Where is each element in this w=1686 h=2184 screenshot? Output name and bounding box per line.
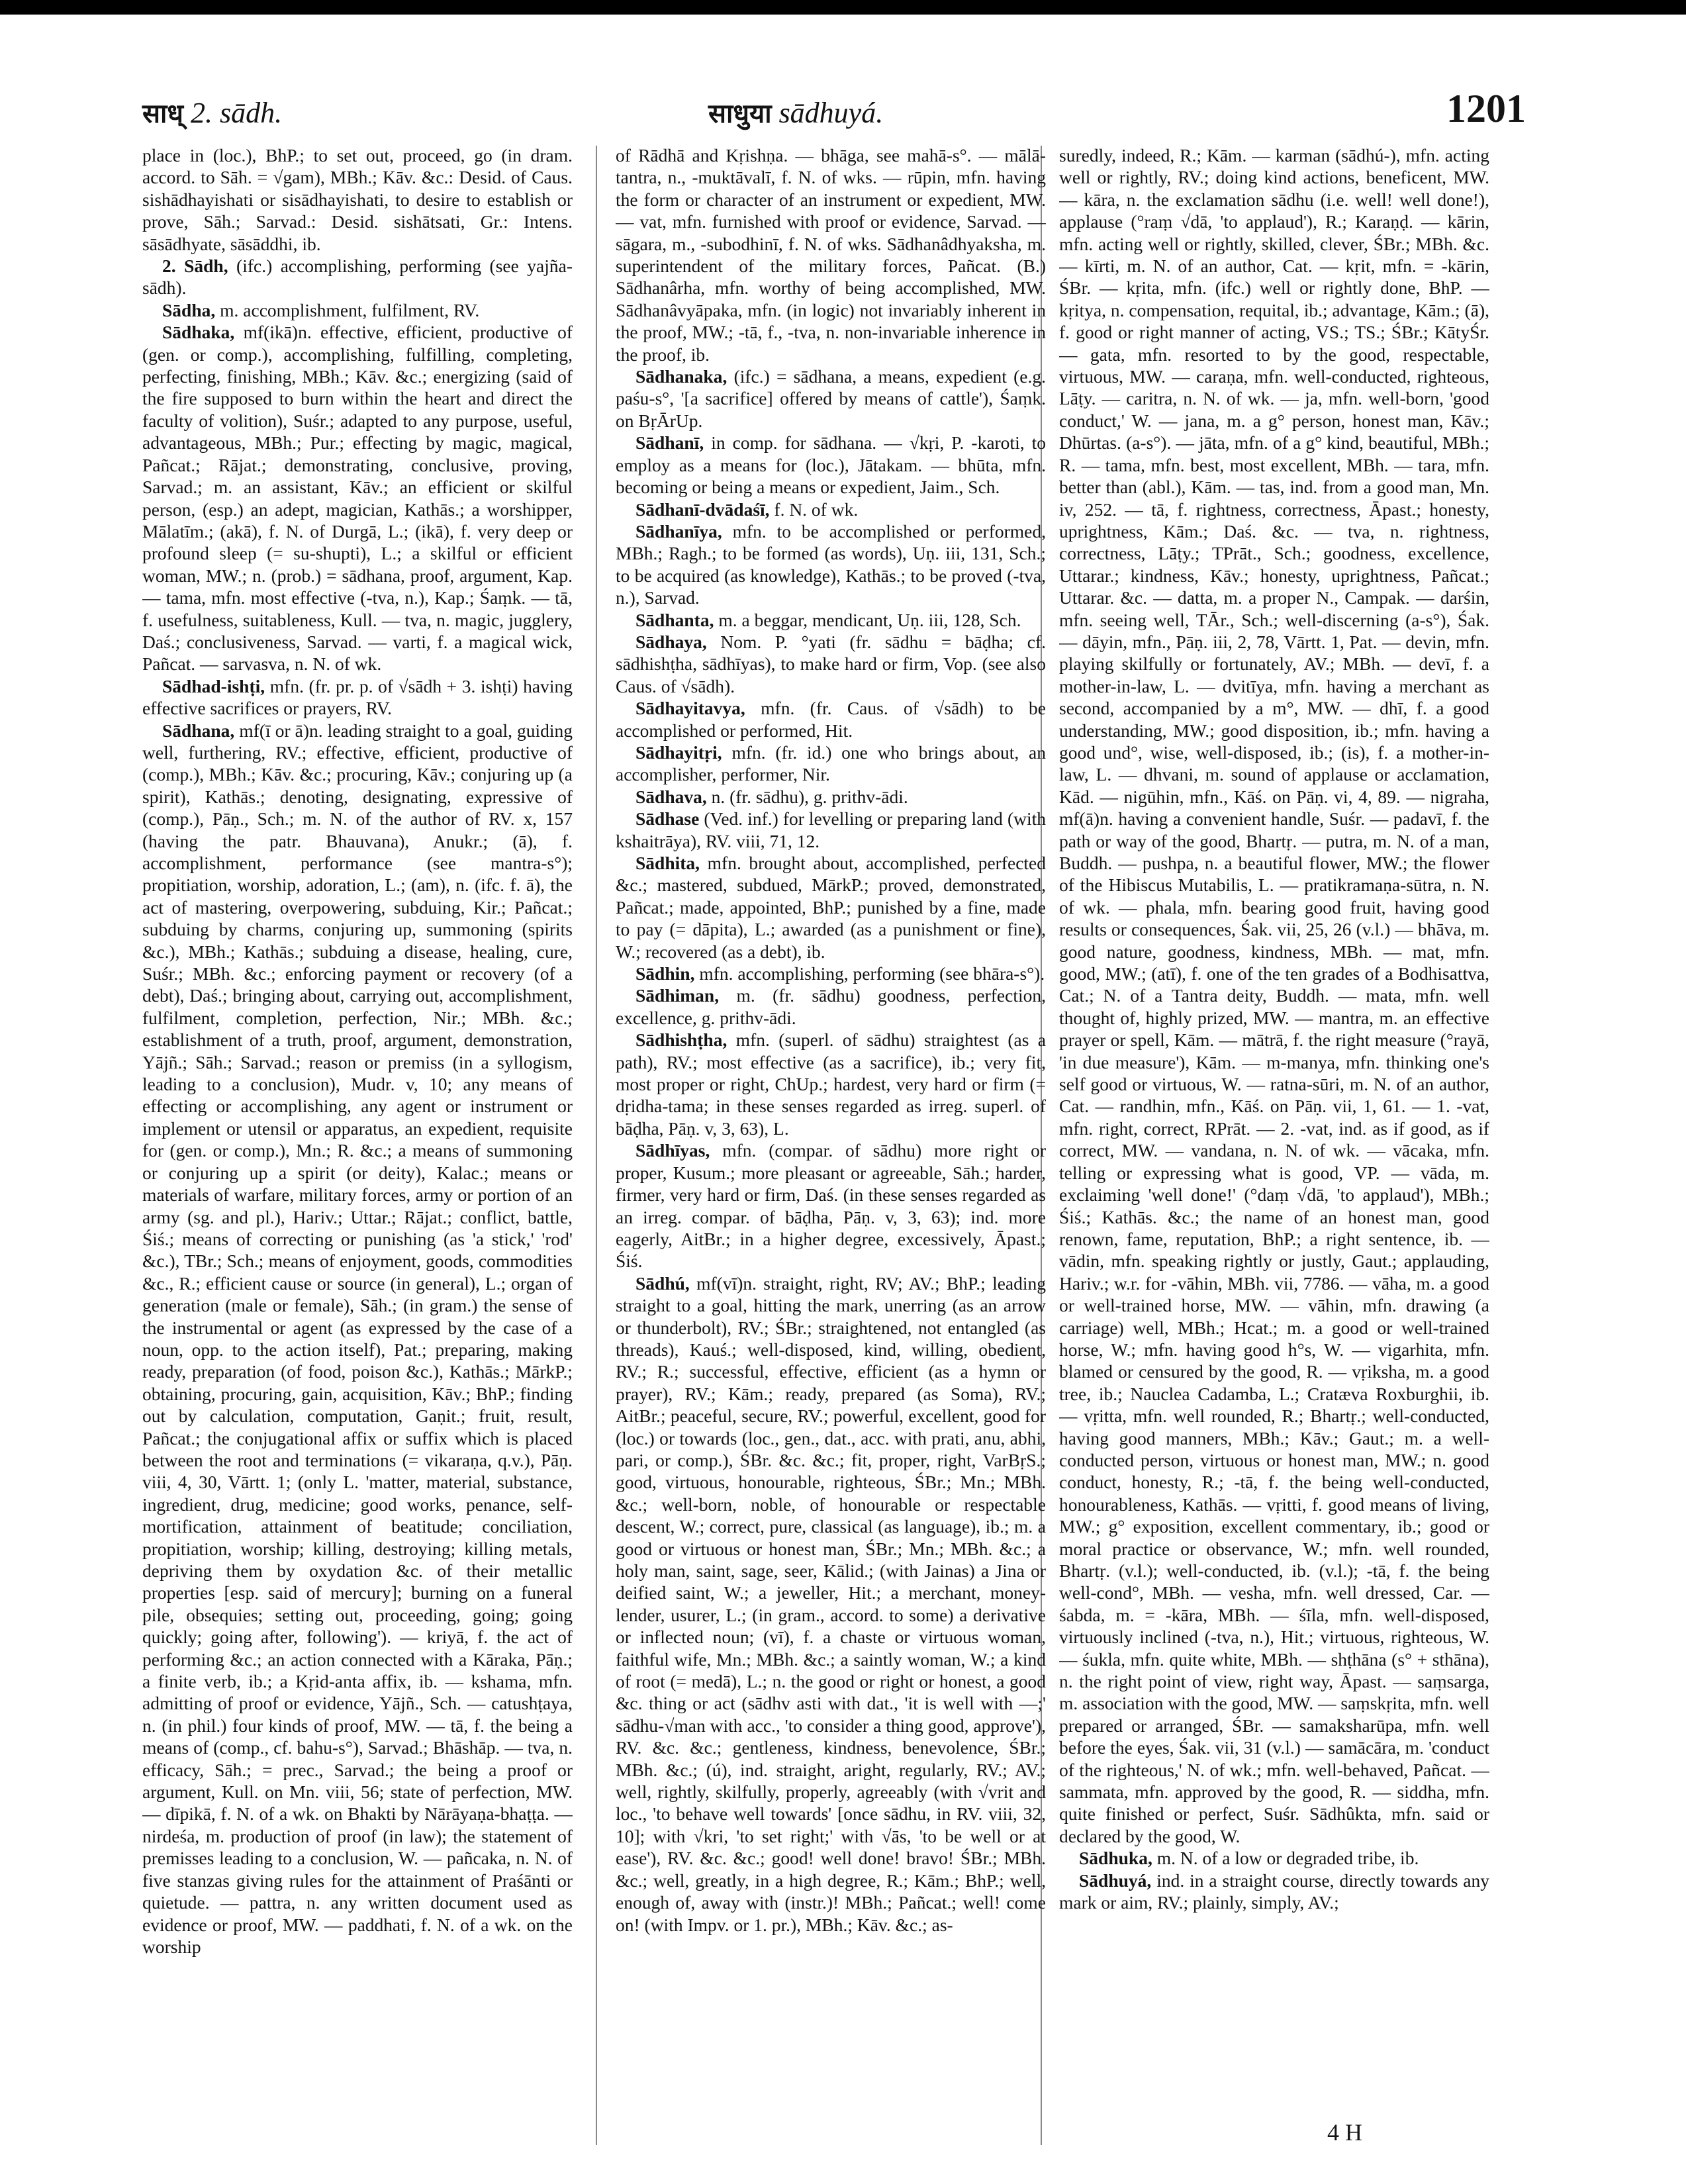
- page-number: 1201: [1446, 87, 1526, 130]
- entry-definition: f. N. of wk.: [774, 499, 859, 520]
- entry-headword: Sādhayitṛi,: [635, 741, 722, 763]
- entry-definition: mfn. (fr. Caus. of √sādh) to be accomplished or performed, Hit.: [616, 698, 1046, 741]
- entry-headword: Sādhad-ishṭi,: [162, 675, 265, 696]
- running-head-center: [708, 94, 883, 130]
- running-head-center-text: sādhuyá.: [778, 97, 884, 129]
- entry-definition: mfn. brought about, accomplished, perfected &c.; mastered, subdued, MārkP.; proved, demonstrated, Pañcat.; made, appointed, BhP.; punished by a fine, made to pay (= dāpita), L.; awarded (as a punishment or fine), W.; recovered (as a debt), ib.: [616, 853, 1046, 962]
- dictionary-entry: [616, 697, 1046, 741]
- entry-headword: Sādhú,: [635, 1272, 690, 1294]
- column-rule-1: [596, 146, 597, 2145]
- entry-headword: Sādhishṭha,: [635, 1029, 727, 1051]
- dictionary-entry: [616, 984, 1046, 1029]
- dictionary-entry: [616, 852, 1046, 963]
- dictionary-entry: [616, 741, 1046, 786]
- signature-mark: 4 H: [1327, 2119, 1362, 2146]
- entry-definition: mfn. (compar. of sādhu) more right or proper, Kusum.; more pleasant or agreeable, Sāh.; harder, firmer, very hard or firm, Daś. (in these senses regarded as an irreg. compar. of bāḍha, Pāṇ. v, 3, 63); ind. more eagerly, AitBr.; in a higher degree, excessively, Āpast.; Śiś.: [616, 1140, 1046, 1272]
- dictionary-column-3: [1059, 144, 1489, 2130]
- running-head-left-devanagari: साध्: [142, 99, 183, 129]
- entry-headword: Sādha,: [162, 299, 216, 320]
- dictionary-entry: [616, 963, 1046, 984]
- entry-definition: suredly, indeed, R.; Kām. — karman (sādhú-), mfn. acting well or rightly, RV.; doing kind actions, beneficent, MW. — kāra, n. the exclamation sādhu (i.e. well! well done!), applause (°raṃ √dā, 'to applaud'), R.; Karaṇḍ. — kārin, mfn. acting well or rightly, skilled, clever, ŚBr.; MBh. &c. — kīrti, m. N. of an author, Cat. — kṛit, mfn. = -kārin, ŚBr. — kṛita, mfn. (ifc.) well or rightly done, BhP. — kṛitya, n. compensation, requital, ib.; advantage, Kām.; (ā), f. good or right manner of acting, VS.; TS.; ŚBr.; KātyŚr. — gata, mfn. resorted to by the good, respectable, virtuous, MW. — caraṇa, mfn. well-conducted, righteous, Lāṭy. — caritra, n. N. of wk. — ja, mfn. well-born, 'good conduct,' W. — jana, m. a g° person, honest man, Kāv.; Dhūrtas. (a-s°). — jāta, mfn. of a g° kind, beautiful, MBh.; R. — tama, mfn. best, most excellent, MBh. — tara, mfn. better than (abl.), Kām. — tas, ind. from a good man, Mn. iv, 252. — tā, f. rightness, correctness, Āpast.; honesty, uprightness, Kām.; Daś. &c. — tva, n. rightness, correctness, Lāṭy.; TPrāt., Sch.; goodness, excellence, Uttarar.; kindness, Kāv.; honesty, uprightness, Pañcat.; Uttarar. &c. — datta, m. a proper N., Campak. — darśin, mfn. seeing well, TĀr., Sch.; well-discerning (a-s°), Śak. — dāyin, mfn., Pāṇ. iii, 2, 78, Vārtt. 1, Pat. — devin, mfn. playing skilfully or fortunately, AV.; MBh. — devī, f. a mother-in-law, L. — dvitīya, mfn. having a merchant as second, accompanied by a m°, MW. — dhī, f. a good understanding, MW.; good disposition, ib.; mfn. having a good und°, wise, well-disposed, ib.; (is), f. a mother-in-law, L. — dhvani, m. sound of applause or acclamation, Kād. — nigūhin, mfn., Kāś. on Pāṇ. vi, 4, 89. — nigraha, mf(ā)n. having a convenient handle, Suśr. — padavī, f. the path or way of the good, Bhartṛ. — putra, m. N. of a man, Buddh. — pushpa, n. a beautiful flower, MW.; the flower of the Hibiscus Mutabilis, L. — pratikramaṇa-sūtra, n. N. of wk. — phala, mfn. bearing good fruit, having good results or consequences, Śak. vii, 25, 26 (v.l.) — bhāva, m. good nature, goodness, kindness, MBh. — mat, mfn. good, MW.; (atī), f. one of the ten grades of a Bodhisattva, Cat.; N. of a Tantra deity, Buddh. — mata, mfn. well thought of, highly prized, MW. — mantra, m. an effective prayer or spell, Kām. — mātrā, f. the right measure (°rayā, 'in due measure'), Kām. — m-manya, mfn. thinking one's self good or virtuous, W. — ratna-sūri, m. N. of an author, Cat. — randhin, mfn., Kāś. on Pāṇ. vii, 1, 61. — 1. -vat, mfn. right, correct, RPrāt. — 2. -vat, ind. as if good, as if correct, MW. — vandana, n. N. of wk. — vācaka, mfn. telling or expressing what is good, VP. — vāda, m. exclaiming 'well done!' (°daṃ √dā, 'to applaud'), MBh.; Śiś.; Kathās. &c.; the name of an honest man, good renown, fame, reputation, BhP.; a right sentence, ib. — vādin, mfn. speaking rightly or justly, Gaut.; applauding, Hariv.; w.r. for -vāhin, MBh. vii, 7786. — vāha, m. a good or well-trained horse, MW. — vāhin, mfn. drawing (a carriage) well, MBh.; Hcat.; m. a good or well-trained horse, W.; mfn. having good h°s, W. — vigarhita, mfn. blamed or censured by the good, R. — vṛiksha, m. a good tree, ib.; Nauclea Cadamba, L.; Cratæva Roxburghii, ib. — vṛitta, mfn. well rounded, R.; Bhartṛ.; well-conducted, having good manners, MBh.; Kāv.; Gaut.; m. a well-conducted person, virtuous or honest man, MW.; n. good conduct, honesty, R.; -tā, f. the being well-conducted, honourableness, Kathās. — vṛitti, f. good means of living, MW.; g° exposition, excellent commentary, ib.; good or moral practice or observance, W.; mfn. well rounded, Bhartṛ. (v.l.); well-conducted, ib. (v.l.); -tā, f. the being well-cond°, MBh. — vesha, mfn. well dressed, Car. — śabda, m. = -kāra, MBh. — śīla, mfn. well-disposed, virtuously inclined (-tva, n.), Hit.; virtuous, righteous, W. — śukla, mfn. quite white, MBh. — shṭhāna (s° + sthāna), n. the right point of view, right way, Āpast. — saṃsarga, m. association with the good, MW. — saṃskṛita, mfn. well prepared or arranged, ŚBr. — samaksharūpa, mfn. well before the eyes, Śak. vii, 31 (v.l.) — samācāra, m. 'conduct of the righteous,' N. of wk.; mfn. well-behaved, Pañcat. — sammata, mfn. approved by the good, R. — siddha, mfn. quite finished or perfect, Suśr. Sādhûkta, mfn. said or declared by the good, W.: [1059, 145, 1489, 1846]
- entry-headword: Sādhana,: [162, 720, 235, 741]
- entry-headword: Sādhīyas,: [635, 1140, 710, 1161]
- entry-headword: Sādhanta,: [635, 609, 714, 630]
- dictionary-entry: [616, 1272, 1046, 1936]
- entry-headword: Sādhanī,: [635, 432, 704, 453]
- entry-definition: (Ved. inf.) for levelling or preparing land (with kshaitrāya), RV. viii, 71, 12.: [616, 808, 1046, 851]
- entry-definition: in comp. for sādhana. — √kṛi, P. -karoti, to employ as a means for (loc.), Jātakam. — bhūta, mfn. becoming or being a means or expedient, Jaim., Sch.: [616, 432, 1046, 498]
- running-head-left: [142, 94, 282, 130]
- dictionary-entry: [616, 631, 1046, 697]
- entry-definition: place in (loc.), BhP.; to set out, proceed, go (in dram. accord. to Sāh. = √gam), MBh.; Kāv. &c.: Desid. of Caus. sishādhayishati or sisādhayishati, to desire to establish or prove, Sāh.; Sarvad.: Desid. sishātsati, Gr.: Intens. sāsādhyate, sāsāddhi, ib.: [142, 145, 573, 254]
- dictionary-entry: [616, 499, 1046, 520]
- dictionary-entry: [616, 432, 1046, 498]
- entry-definition: n. (fr. sādhu), g. prithv-ādi.: [711, 786, 908, 807]
- running-head-center-devanagari: साधुया: [708, 99, 772, 129]
- entry-headword: 2. Sādh,: [162, 256, 228, 277]
- dictionary-entry: [616, 1139, 1046, 1272]
- entry-headword: Sādhaka,: [162, 322, 235, 343]
- entry-definition: m. (fr. sādhu) goodness, perfection, excellence, g. prithv-ādi.: [616, 985, 1046, 1028]
- entry-headword: Sādhuka,: [1079, 1848, 1152, 1869]
- dictionary-entry: [1059, 1870, 1489, 1914]
- running-head-left-text: 2. sādh.: [191, 97, 283, 129]
- entry-definition: mfn. (fr. pr. p. of √sādh + 3. ishṭi) having effective sacrifices or prayers, RV.: [142, 675, 573, 719]
- entry-headword: Sādhiman,: [635, 985, 720, 1006]
- entry-definition: mfn. accomplishing, performing (see bhāra-s°).: [699, 963, 1045, 984]
- entry-definition: m. N. of a low or degraded tribe, ib.: [1156, 1848, 1419, 1869]
- entry-headword: Sādhanīya,: [635, 520, 722, 542]
- entry-headword: Sādhuyá,: [1079, 1870, 1152, 1891]
- entry-headword: Sādhanaka,: [635, 366, 727, 387]
- entry-headword: Sādhita,: [635, 853, 700, 873]
- entry-definition: m. accomplishment, fulfilment, RV.: [220, 299, 480, 320]
- dictionary-entry: [142, 144, 573, 255]
- dictionary-entry: [616, 786, 1046, 808]
- entry-definition: m. a beggar, mendicant, Uṇ. iii, 128, Sch.: [718, 609, 1021, 630]
- dictionary-entry: [616, 609, 1046, 631]
- entry-definition: (ifc.) = sādhana, a means, expedient (e.g. paśu-s°, '[a sacrifice] offered by means of cattle'), Śaṃk. on BṛĀrUp.: [616, 366, 1046, 431]
- entry-definition: mf(vī)n. straight, right, RV; AV.; BhP.; leading straight to a goal, hitting the mark, unerring (as an arrow or thunderbolt), RV.; ŚBr.; straightened, not entangled (as threads), Kauś.; well-disposed, kind, willing, obedient, RV.; R.; successful, effective, efficient (as a hymn or prayer), RV.; Kām.; ready, prepared (as Soma), RV.; AitBr.; peaceful, secure, RV.; powerful, excellent, good for (loc.) or towards (loc., gen., dat., acc. with prati, anu, abhi, pari, or comp.), ŚBr. &c. &c.; fit, proper, right, VarBṛS.; good, virtuous, honourable, righteous, ŚBr.; Mn.; MBh. &c.; well-born, noble, of honourable or respectable descent, W.; correct, pure, classical (as language), ib.; m. a good or virtuous or honest man, ŚBr.; Mn.; MBh. &c.; a holy man, saint, sage, seer, Kālid.; (with Jainas) a Jina or deified saint, W.; a jeweller, Hit.; a merchant, money-lender, usurer, L.; (in gram., accord. to some) a derivative or inflected noun; (vī), f. a chaste or virtuous woman, faithful wife, Mn.; MBh. &c.; a saintly woman, W.; a kind of root (= medā), L.; n. the good or right or honest, a good &c. thing or act (sādhv asti with dat., 'it is well with —;' sādhu-√man with acc., 'to consider a thing good, approve'), RV. &c. &c.; gentleness, kindness, benevolence, ŚBr.; MBh. &c.; (ú), ind. straight, aright, regularly, RV.; AV.; well, rightly, skilfully, properly, agreeably (with √vrit and loc., 'to behave well towards' [once sādhu, in RV. viii, 32, 10]; with √kri, 'to set right;' with √ās, 'to be well or at ease'), RV. &c. &c.; good! well done! bravo! ŚBr.; MBh. &c.; well, greatly, in a high degree, R.; Kām.; BhP.; well, enough of, away with (instr.)! MBh.; Pañcat.; well! come on! (with Impv. or 1. pr.), MBh.; Kāv. &c.; as-: [616, 1272, 1046, 1935]
- dictionary-entry: [142, 720, 573, 1958]
- entry-definition: ind. in a straight course, directly towards any mark or aim, RV.; plainly, simply, AV.;: [1059, 1870, 1489, 1913]
- dictionary-entry: [142, 675, 573, 720]
- entry-headword: Sādhaya,: [635, 631, 707, 652]
- entry-headword: Sādhanī-dvādaśī,: [635, 499, 770, 520]
- dictionary-entry: [142, 299, 573, 321]
- dictionary-entry: [142, 255, 573, 299]
- entry-definition: of Rādhā and Kṛishṇa. — bhāga, see mahā-s°. — mālā-tantra, n., -muktāvalī, f. N. of wks. — rūpin, mfn. having the form or character of an instrument or expedient, MW. — vat, mfn. furnished with proof or evidence, Sarvad. — sāgara, m., -subodhinī, f. N. of wks. Sādhanâdhyaksha, m. superintendent of the military forces, Pañcat. (B.) Sādhanârha, mfn. worthy of being accomplished, MW. Sādhanâvyāpaka, mfn. (in logic) not invariably inherent in the proof, MW.; -tā, f., -tva, n. non-invariable inherence in the proof, ib.: [616, 145, 1046, 365]
- entry-definition: mf(ī or ā)n. leading straight to a goal, guiding well, furthering, RV.; effective, efficient, productive of (comp.), MBh.; Kāv. &c.; procuring, Kāv.; conjuring up (a spirit), Kathās.; denoting, designating, expressive of (comp.), Pāṇ., Sch.; m. N. of the author of RV. x, 157 (having the patr. Bhauvana), Anukr.; (ā), f. accomplishment, performance (see mantra-s°); propitiation, worship, adoration, L.; (am), n. (ifc. f. ā), the act of mastering, overpowering, subduing, Kir.; Pañcat.; subduing by charms, conjuring up, summoning (spirits &c.), MBh.; Kathās.; subduing a disease, healing, cure, Suśr.; MBh. &c.; enforcing payment or recovery (of a debt), Daś.; bringing about, carrying out, accomplishment, fulfilment, completion, perfection, Nir.; MBh. &c.; establishment of a truth, proof, argument, demonstration, Yājñ.; Sāh.; Sarvad.; reason or premiss (in a syllogism, leading to a conclusion), Mudr. v, 10; any means of effecting or accomplishing, any agent or instrument or implement or utensil or apparatus, an expedient, requisite for (gen. or comp.), Mn.; R. &c.; a means of summoning or conjuring up a spirit (or deity), Kalac.; means or materials of warfare, military forces, army or portion of an army (sg. and pl.), Hariv.; Uttar.; Rājat.; conflict, battle, Śiś.; means of correcting or punishing (as 'a stick,' 'rod' &c.), TBr.; Sch.; means of enjoyment, goods, commodities &c., R.; efficient cause or source (in general), L.; organ of generation (male or female), Sāh.; (in gram.) the sense of the instrumental or agent (as expressed by the case of a noun, opp. to the action itself), Pat.; preparing, making ready, preparation (of food, poison &c.), Kathās.; MārkP.; obtaining, procuring, gain, acquisition, Kāv.; BhP.; finding out by calculation, computation, Gaṇit.; fruit, result, Pañcat.; the conjugational affix or suffix which is placed between the root and terminations (= vikaraṇa, q.v.), Pāṇ. viii, 4, 30, Vārtt. 1; (only L. 'matter, material, substance, ingredient, drug, medicine; good works, penance, self-mortification, attainment of beatitude; conciliation, propitiation, worship; killing, destroying; killing metals, depriving them by oxydation &c. of their metallic properties [esp. said of mercury]; burning on a funeral pile, obsequies; setting out, proceeding, going; going quickly; going after, following'). — kriyā, f. the act of performing &c.; an action connected with a Kāraka, Pāṇ.; a finite verb, ib.; a Kṛid-anta affix, ib. — kshama, mfn. admitting of proof or evidence, Yājñ., Sch. — catushṭaya, n. (in phil.) four kinds of proof, MW. — tā, f. the being a means of (comp., cf. bahu-s°), Sarvad.; Bhāshāp. — tva, n. efficacy, Sāh.; = prec., Sarvad.; the being a proof or argument, Kull. on Mn. viii, 56; state of perfection, MW. — dīpikā, f. N. of a wk. on Bhakti by Nārāyaṇa-bhaṭṭa. — nirdeśa, m. production of proof (in law); the statement of premisses leading to a conclusion, W. — pañcaka, n. N. of five stanzas giving rules for the attainment of Praśānti or quietude. — pattra, n. any written document used as evidence or proof, MW. — paddhati, f. N. of a wk. on the worship: [142, 720, 573, 1957]
- dictionary-entry: [616, 365, 1046, 432]
- dictionary-entry: [1059, 1847, 1489, 1869]
- entry-definition: (ifc.) accomplishing, performing (see yajña-sādh).: [142, 256, 573, 299]
- entry-definition: mfn. (fr. id.) one who brings about, an accomplisher, performer, Nir.: [616, 741, 1046, 785]
- dictionary-entry: [616, 144, 1046, 365]
- scan-top-edge: [0, 0, 1686, 15]
- entry-definition: mfn. (superl. of sādhu) straightest (as a path), RV.; most effective (as a sacrifice), ib.; very fit, most proper or right, ChUp.; hardest, very hard or firm (= dṛidha-tama; in these senses regarded as irreg. superl. of bāḍha, Pāṇ. v, 3, 63), L.: [616, 1029, 1046, 1139]
- entry-headword: Sādhin,: [635, 963, 695, 984]
- entry-headword: Sādhava,: [635, 786, 707, 807]
- entry-definition: Nom. P. °yati (fr. sādhu = bāḍha; cf. sādhishṭha, sādhīyas), to make hard or firm, Vop. (see also Caus. of √sādh).: [616, 631, 1046, 696]
- dictionary-entry: [616, 520, 1046, 609]
- dictionary-entry: [616, 1029, 1046, 1139]
- dictionary-entry: [142, 321, 573, 675]
- dictionary-column-2: [616, 144, 1046, 2130]
- dictionary-column-1: [142, 144, 573, 2130]
- entry-headword: Sādhase: [635, 808, 700, 830]
- entry-definition: mfn. to be accomplished or performed, MBh.; Ragh.; to be formed (as words), Uṇ. iii, 131, Sch.; to be acquired (as knowledge), Kathās.; to be proved (-tva, n.), Sarvad.: [616, 520, 1046, 608]
- dictionary-entry: [1059, 144, 1489, 1847]
- page-header: [142, 86, 1526, 139]
- entry-definition: mf(ikā)n. effective, efficient, productive of (gen. or comp.), accomplishing, fulfilling, completing, perfecting, finishing, MBh.; Kāv. &c.; energizing (said of the fire supposed to burn within the heart and direct the faculty of volition), Suśr.; adapted to any purpose, useful, advantageous, MBh.; Pur.; effecting by magic, magical, Pañcat.; Rājat.; demonstrating, conclusive, proving, Sarvad.; m. an assistant, Kāv.; an efficient or skilful person, (esp.) an adept, magician, Kathās.; a worshipper, Mālatīm.; (akā), f. N. of Durgā, L.; (ikā), f. very deep or profound sleep (= su-shupti), L.; a skilful or efficient woman, MW.; n. (prob.) = sādhana, proof, argument, Kap. — tama, mfn. most effective (-tva, n.), Kap.; Śaṃk. — tā, f. usefulness, suitableness, Kull. — tva, n. magic, jugglery, Daś.; conclusiveness, Sarvad. — varti, f. a magical wick, Pañcat. — sarvasva, n. N. of wk.: [142, 322, 573, 675]
- dictionary-entry: [616, 808, 1046, 852]
- entry-headword: Sādhayitavya,: [635, 698, 745, 719]
